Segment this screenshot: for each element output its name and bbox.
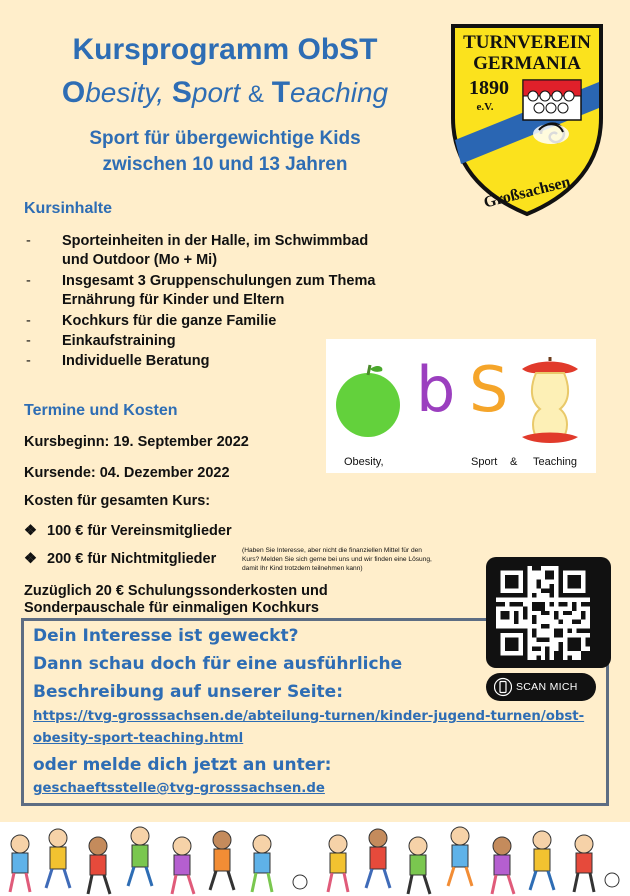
subtitle-word-teaching: eaching — [290, 77, 389, 108]
obst-caption-teaching: Teaching — [533, 456, 578, 468]
crest-town: Großsachsen — [482, 173, 573, 212]
price-members: ❖ 100 € für Vereinsmitglieder — [24, 523, 232, 539]
obst-letter-s: S — [469, 353, 509, 426]
termine-heading: Termine und Kosten — [24, 402, 178, 419]
diamond-icon: ❖ — [24, 551, 37, 567]
diamond-icon: ❖ — [24, 523, 37, 539]
obst-letter-b: b — [416, 353, 456, 426]
course-start: Kursbeginn: 19. September 2022 — [24, 434, 249, 450]
course-url-link[interactable]: https://tvg-grosssachsen.de/abteilung-turnen/kinder-jugend-turnen/obst- — [33, 709, 585, 724]
list-item: - Einkaufstraining — [26, 333, 176, 349]
email-link[interactable]: geschaeftsstelle@tvg-grosssachsen.de — [33, 781, 325, 796]
page-title: Kursprogramm ObST — [72, 33, 378, 66]
course-end: Kursende: 04. Dezember 2022 — [24, 465, 230, 481]
cta-line-1: Dein Interesse ist geweckt? — [33, 626, 299, 646]
obst-caption-obesity: Obesity, — [344, 456, 384, 468]
scan-me-label: SCAN MICH — [516, 681, 578, 693]
financial-help-note: (Haben Sie Interesse, aber nicht die finanziellen Mittel für den Kurs? Melden Sie sich gerne bei uns und wir finden eine Lösung, damit Ihr Kind trotzdem teilnehmen kann) — [242, 547, 432, 572]
surcharge-text: Zuzüglich 20 € Schulungssonderkosten und Sonderpauschale für einmaligen Kochkurs — [24, 583, 328, 616]
qr-code-pattern — [496, 566, 590, 660]
crest-ev: e.V. — [476, 101, 494, 113]
tagline-line-2: zwischen 10 und 13 Jahren — [102, 154, 348, 175]
crest-year: 1890 — [469, 77, 509, 99]
apple-core-icon — [516, 357, 584, 447]
subtitle-initial-s: S — [171, 76, 192, 109]
apple-icon — [334, 359, 402, 439]
obst-logo — [326, 339, 596, 473]
crest-line2: GERMANIA — [473, 53, 581, 74]
club-crest-logo — [449, 22, 605, 218]
crest-shield-emblem — [523, 80, 581, 120]
tagline-line-1: Sport für übergewichtige Kids — [89, 128, 361, 149]
subtitle-initial-t: T — [271, 76, 291, 109]
qr-code[interactable] — [486, 557, 611, 668]
cta-line-2: Dann schau doch für eine ausführliche — [33, 654, 403, 674]
cta-line-4: oder melde dich jetzt an unter: — [33, 755, 332, 775]
tagline — [60, 126, 390, 178]
subtitle-word-obesity: besity, — [85, 77, 165, 108]
course-url-link-cont[interactable]: obesity-sport-teaching.html — [33, 731, 244, 746]
list-item: - Insgesamt 3 Gruppenschulungen zum Thema Ernährung für Kinder und Eltern — [26, 273, 376, 308]
cta-line-3: Beschreibung auf unserer Seite: — [33, 682, 344, 702]
playing-children-illustration — [0, 822, 630, 896]
obst-caption-sport: Sport — [471, 456, 498, 468]
price-non-members: ❖ 200 € für Nichtmitglieder — [24, 551, 217, 567]
subtitle-ampersand: & — [247, 81, 264, 108]
crest-line1: TURNVEREIN — [463, 32, 591, 53]
list-item: - Sporteinheiten in der Halle, im Schwimmbad und Outdoor (Mo + Mi) — [26, 233, 369, 268]
subtitle-initial-o: O — [61, 76, 86, 109]
list-item: - Individuelle Beratung — [26, 353, 210, 369]
scan-me-button[interactable] — [486, 673, 596, 701]
kids-illustration-strip — [0, 822, 630, 896]
course-subtitle — [30, 75, 420, 113]
subtitle-word-sport: port — [191, 77, 241, 108]
list-item: - Kochkurs für die ganze Familie — [26, 313, 277, 329]
kursinhalte-heading: Kursinhalte — [24, 200, 113, 217]
cost-heading: Kosten für gesamten Kurs: — [24, 493, 211, 509]
phone-icon — [494, 677, 512, 697]
obst-caption-amp: & — [510, 456, 518, 468]
